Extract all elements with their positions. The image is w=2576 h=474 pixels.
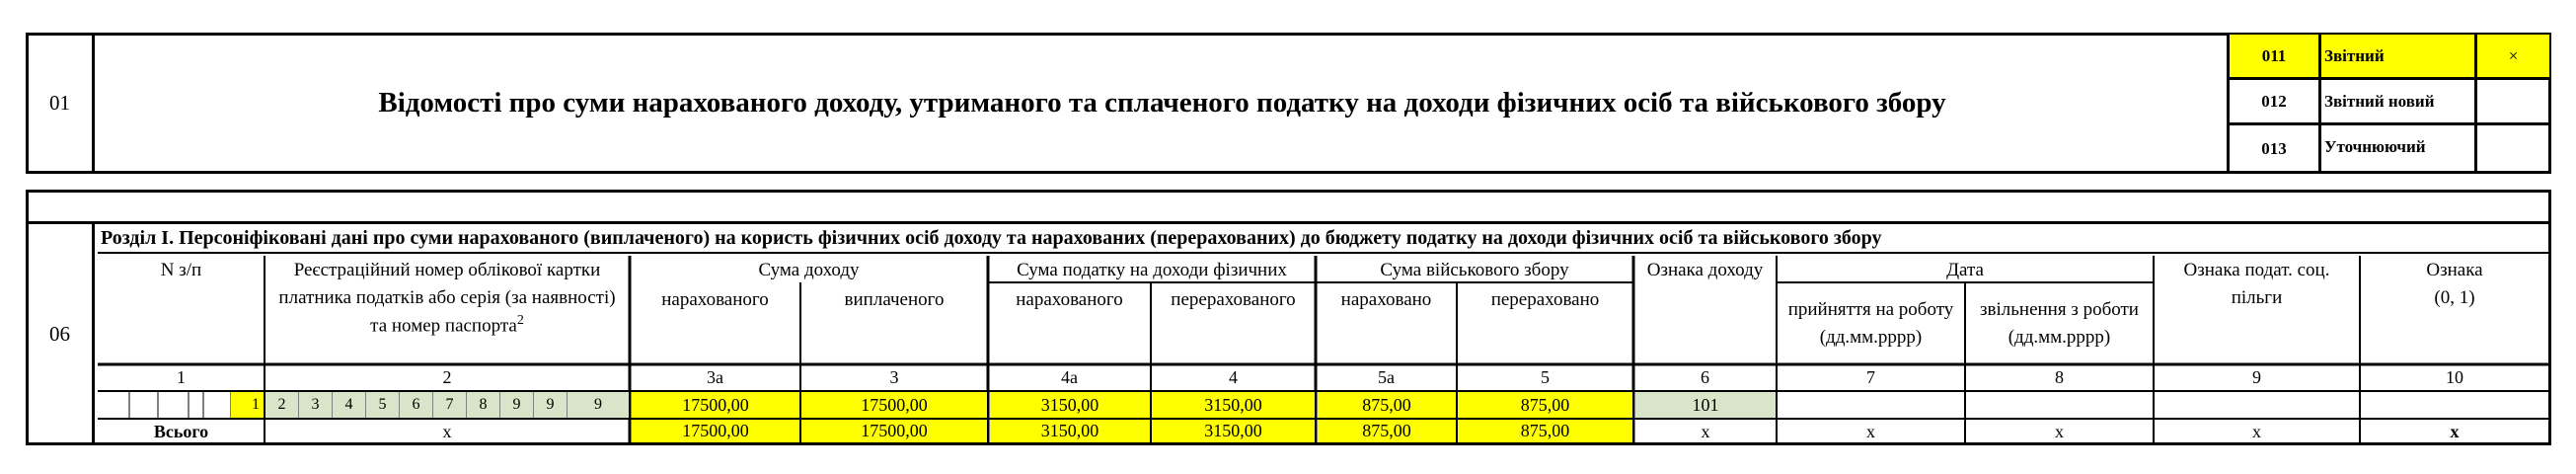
row-num-digit[interactable]: 1 (231, 392, 264, 418)
col-header-reg-number (265, 256, 630, 340)
col-header-reg-line3 (265, 311, 630, 340)
income-paid-cell[interactable]: 17500,00 (801, 392, 987, 418)
income-sign-cell[interactable]: 101 (1635, 392, 1776, 418)
col-header-benefit-line2: пільги (2231, 286, 2283, 308)
section-code: 06 (28, 224, 95, 443)
col-header-tax: Сума податку на доходи фізичних (1017, 260, 1287, 280)
military-accrued-cell[interactable]: 875,00 (1318, 392, 1456, 418)
total-military-accrued: 875,00 (1318, 420, 1456, 442)
col-number: 6 (1701, 367, 1709, 387)
col-header-income-accrued: нарахованого (661, 289, 769, 310)
col-number: 2 (442, 367, 452, 387)
col-header-income: Сума доходу (758, 260, 860, 280)
col-header-reg-footnote: 2 (516, 313, 524, 329)
reg-digit[interactable]: 3 (299, 392, 332, 418)
col-header-fire-line1: звільнення з роботи (1980, 299, 2139, 320)
col-header-date: Дата (1946, 260, 1984, 280)
header-code: 01 (28, 35, 95, 172)
income-accrued-cell[interactable]: 17500,00 (632, 392, 799, 418)
report-title: Відомості про суми нарахованого доходу, утриманого та сплаченого податку на доходи фізичних осіб та військового збору (378, 87, 1946, 118)
military-transferred-cell[interactable]: 875,00 (1458, 392, 1632, 418)
tax-transferred-cell[interactable]: 3150,00 (1152, 392, 1315, 418)
col-header-hire-line1: прийняття на роботу (1787, 299, 1954, 320)
reg-digit[interactable]: 5 (366, 392, 399, 418)
total-tax-transferred: 3150,00 (1152, 420, 1315, 442)
col-header-military: Сума військового збору (1380, 260, 1569, 280)
total-flag: x (2450, 421, 2460, 441)
type-code-011: 011 (2230, 35, 2321, 80)
col-number: 5а (1378, 367, 1395, 387)
col-number: 5 (1541, 367, 1550, 387)
section-title: Розділ І. Персоніфіковані дані про суми нарахованого (виплаченого) на користь фізичних осіб доходу та нарахованих (перерахованих) до бюджету податку на доходи фізичних осіб та військового збору (98, 224, 2549, 254)
row-num-digit[interactable] (98, 391, 129, 419)
col-header-fire-date (1965, 296, 2154, 351)
col-header-tax-transferred: перерахованого (1171, 289, 1296, 310)
tax-accrued-cell[interactable]: 3150,00 (990, 392, 1150, 418)
col-header-flag-line1: Ознака (2426, 260, 2483, 280)
total-tax-accrued: 3150,00 (990, 420, 1150, 442)
col-number: 10 (2446, 367, 2463, 387)
col-header-hire-line2: (дд.мм.рррр) (1819, 326, 1923, 348)
reg-digit[interactable]: 9 (568, 392, 629, 418)
col-header-flag (2360, 256, 2549, 311)
reg-digit[interactable]: 2 (265, 392, 298, 418)
col-header-num: N з/п (160, 260, 202, 280)
col-number: 3а (707, 367, 723, 387)
reg-digit[interactable]: 7 (433, 392, 466, 418)
total-label: Всього (153, 421, 209, 441)
col-number: 4а (1061, 367, 1078, 387)
col-header-fire-line2: (дд.мм.рррр) (2008, 326, 2111, 348)
col-header-income-paid: виплаченого (844, 289, 945, 310)
type-label-013: Уточнюючий (2321, 125, 2477, 172)
col-number: 3 (889, 367, 899, 387)
col-header-income-sign: Ознака доходу (1646, 260, 1764, 280)
reg-digit[interactable]: 4 (333, 392, 365, 418)
col-header-reg-line3-text: та номер паспорта (370, 315, 517, 337)
total-income-paid: 17500,00 (801, 420, 987, 442)
type-mark-011[interactable]: × (2477, 35, 2549, 80)
col-header-hire-date (1777, 296, 1965, 351)
reg-digit[interactable]: 6 (400, 392, 432, 418)
col-header-reg-line1: Реєстраційний номер облікової картки (293, 260, 601, 280)
col-number: 7 (1866, 367, 1875, 387)
row-num-digit[interactable] (189, 391, 203, 419)
type-label-011: Звітний (2321, 35, 2477, 80)
col-header-military-transferred: перераховано (1490, 289, 1600, 310)
col-header-flag-line2: (0, 1) (2434, 286, 2475, 308)
col-header-military-accrued: нараховано (1340, 289, 1432, 310)
flag-cell[interactable] (2361, 392, 2548, 418)
reg-digit[interactable]: 9 (500, 392, 533, 418)
total-benefit: x (2252, 421, 2261, 441)
col-header-reg-line2: платника податків або серія (за наявності) (278, 286, 616, 308)
reg-digit[interactable]: 8 (467, 392, 499, 418)
total-income-accrued: 17500,00 (632, 420, 799, 442)
total-reg-cell: x (442, 421, 452, 441)
col-number: 4 (1229, 367, 1238, 387)
row-num-digit[interactable] (129, 391, 158, 419)
benefit-cell[interactable] (2155, 392, 2359, 418)
col-number: 8 (2055, 367, 2064, 387)
total-military-transferred: 875,00 (1458, 420, 1632, 442)
type-label-012: Звітний новий (2321, 80, 2477, 125)
col-number: 9 (2252, 367, 2261, 387)
col-header-tax-accrued: нарахованого (1016, 289, 1123, 310)
reg-digit[interactable]: 9 (534, 392, 567, 418)
type-code-012: 012 (2230, 80, 2321, 125)
fire-date-cell[interactable] (1966, 392, 2153, 418)
total-hire-date: x (1866, 421, 1875, 441)
hire-date-cell[interactable] (1778, 392, 1964, 418)
total-income-sign: x (1701, 421, 1710, 441)
col-number: 1 (177, 367, 186, 387)
col-header-benefit-line1: Ознака подат. соц. (2183, 260, 2330, 280)
row-num-digit[interactable] (158, 391, 189, 419)
col-header-benefit (2154, 256, 2360, 311)
type-code-013: 013 (2230, 125, 2321, 172)
total-fire-date: x (2055, 421, 2064, 441)
